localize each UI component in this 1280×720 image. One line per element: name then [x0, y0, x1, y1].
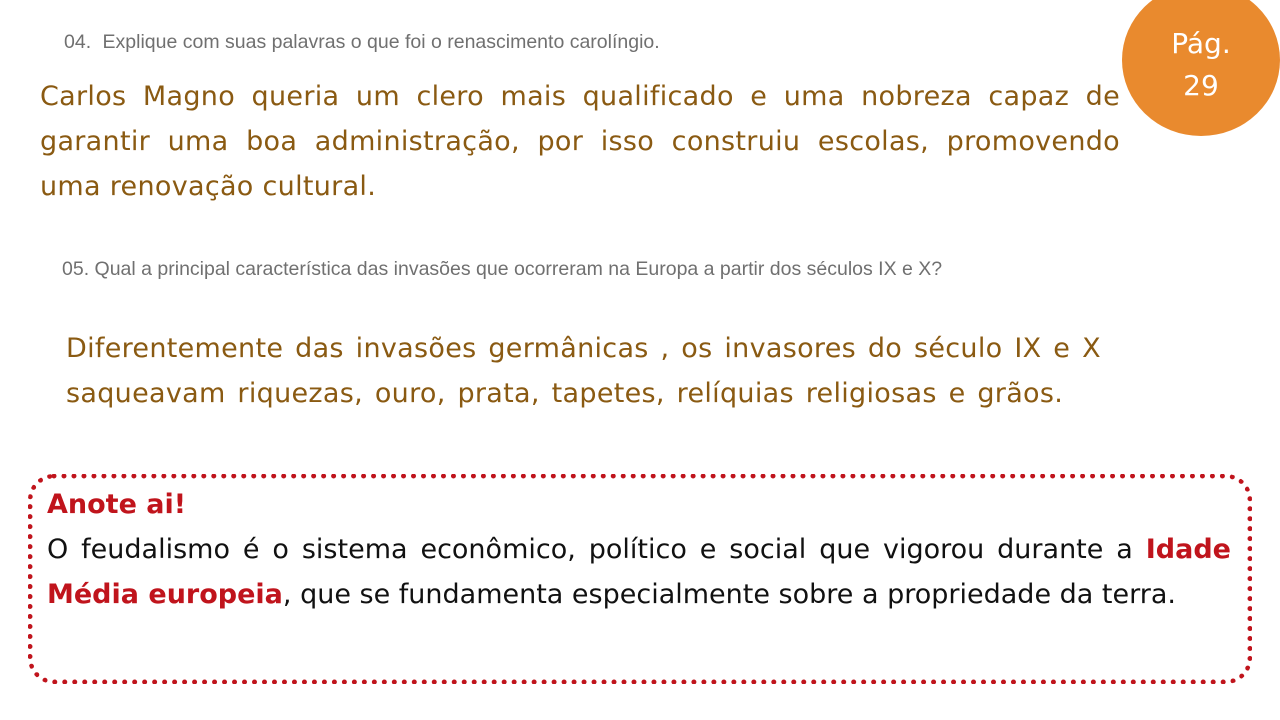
question-04	[64, 31, 660, 54]
note-highlight: Idade Média europeia	[47, 534, 1231, 610]
page-badge-number: 29	[1183, 69, 1219, 102]
page-badge-label: Pág.	[1171, 27, 1231, 60]
question-05	[62, 258, 942, 281]
page-badge	[1122, 0, 1280, 136]
answer-05-line-2: saqueavam riquezas, ouro, prata, tapetes, relíquias religiosas e grãos.	[66, 378, 1064, 409]
answer-04: Carlos Magno queria um clero mais qualificado e uma nobreza capaz de garantir uma boa administração, por isso construiu escolas, promovendo uma renovação cultural.	[40, 81, 1120, 202]
question-05-text: 05. Qual a principal característica das invasões que ocorreram na Europa a partir dos séculos IX e X?	[62, 258, 943, 280]
question-04-number: 04.	[64, 31, 92, 53]
answer-05	[66, 326, 1156, 416]
note-box	[47, 482, 1231, 617]
answer-05-line-1: Diferentemente das invasões germânicas , os invasores do século IX e X	[66, 333, 1101, 364]
note-text-after: , que se fundamenta especialmente sobre a propriedade da terra.	[282, 579, 1176, 610]
note-text-before: O feudalismo é o sistema econômico, político e social que vigorou durante a	[47, 534, 1146, 565]
note-body	[47, 527, 1231, 617]
note-title: Anote ai!	[47, 489, 187, 520]
question-04-text: Explique com suas palavras o que foi o renascimento carolíngio.	[102, 31, 660, 53]
